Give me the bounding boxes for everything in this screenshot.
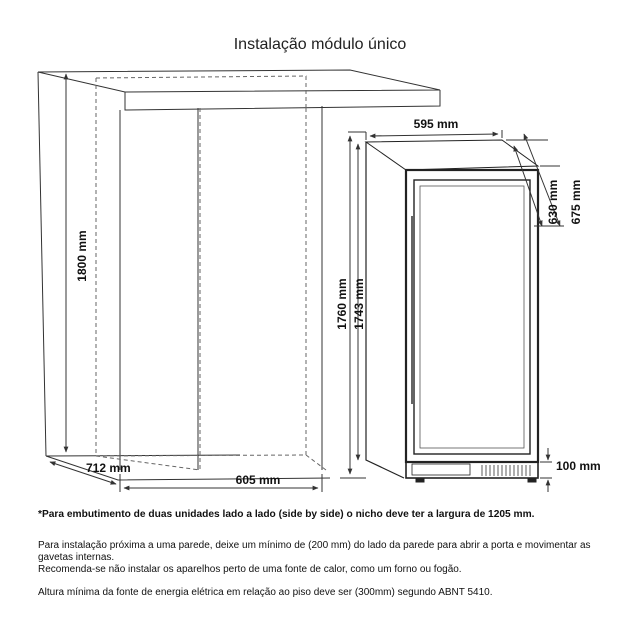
fridge-height-label: 1743 mm	[352, 278, 366, 330]
niche-depth-label: 712 mm	[86, 461, 131, 475]
outlet-height-note: Altura mínima da fonte de energia elétrica em relação ao piso deve ser (300mm) segundo ABNT 5410.	[38, 587, 493, 598]
fridge-width-label: 595 mm	[413, 117, 459, 131]
wall-clearance-note-line1: Para instalação próxima a uma parede, deixe um mínimo de (200 mm) do lado da parede para abrir a porta e movimentar as	[38, 540, 591, 551]
diagram-title: Instalação módulo único	[233, 36, 407, 53]
fridge-height-total-label: 1760 mm	[335, 278, 349, 330]
niche-width-dimension	[120, 474, 322, 492]
fridge-width-dimension	[366, 130, 502, 140]
niche-height-label: 1800 mm	[75, 230, 89, 282]
fridge-depth-total-label: 675 mm	[569, 179, 583, 225]
side-by-side-note: *Para embutimento de duas unidades lado a lado (side by side) o nicho deve ter a largura de 1205 mm.	[38, 509, 535, 520]
niche-drawing	[38, 70, 440, 480]
installation-notes	[38, 540, 608, 576]
heat-source-note: Recomenda-se não instalar os aparelhos perto de uma fonte de calor, como um forno ou fogão.	[38, 564, 462, 575]
base-clearance-dimension	[540, 448, 552, 492]
wine-fridge-drawing	[366, 140, 538, 482]
niche-width-label: 605 mm	[235, 473, 281, 487]
base-clearance-label: 100 mm	[556, 459, 601, 473]
wall-clearance-note-line2: gavetas internas.	[38, 552, 115, 563]
fridge-depth-label: 630 mm	[546, 179, 560, 225]
